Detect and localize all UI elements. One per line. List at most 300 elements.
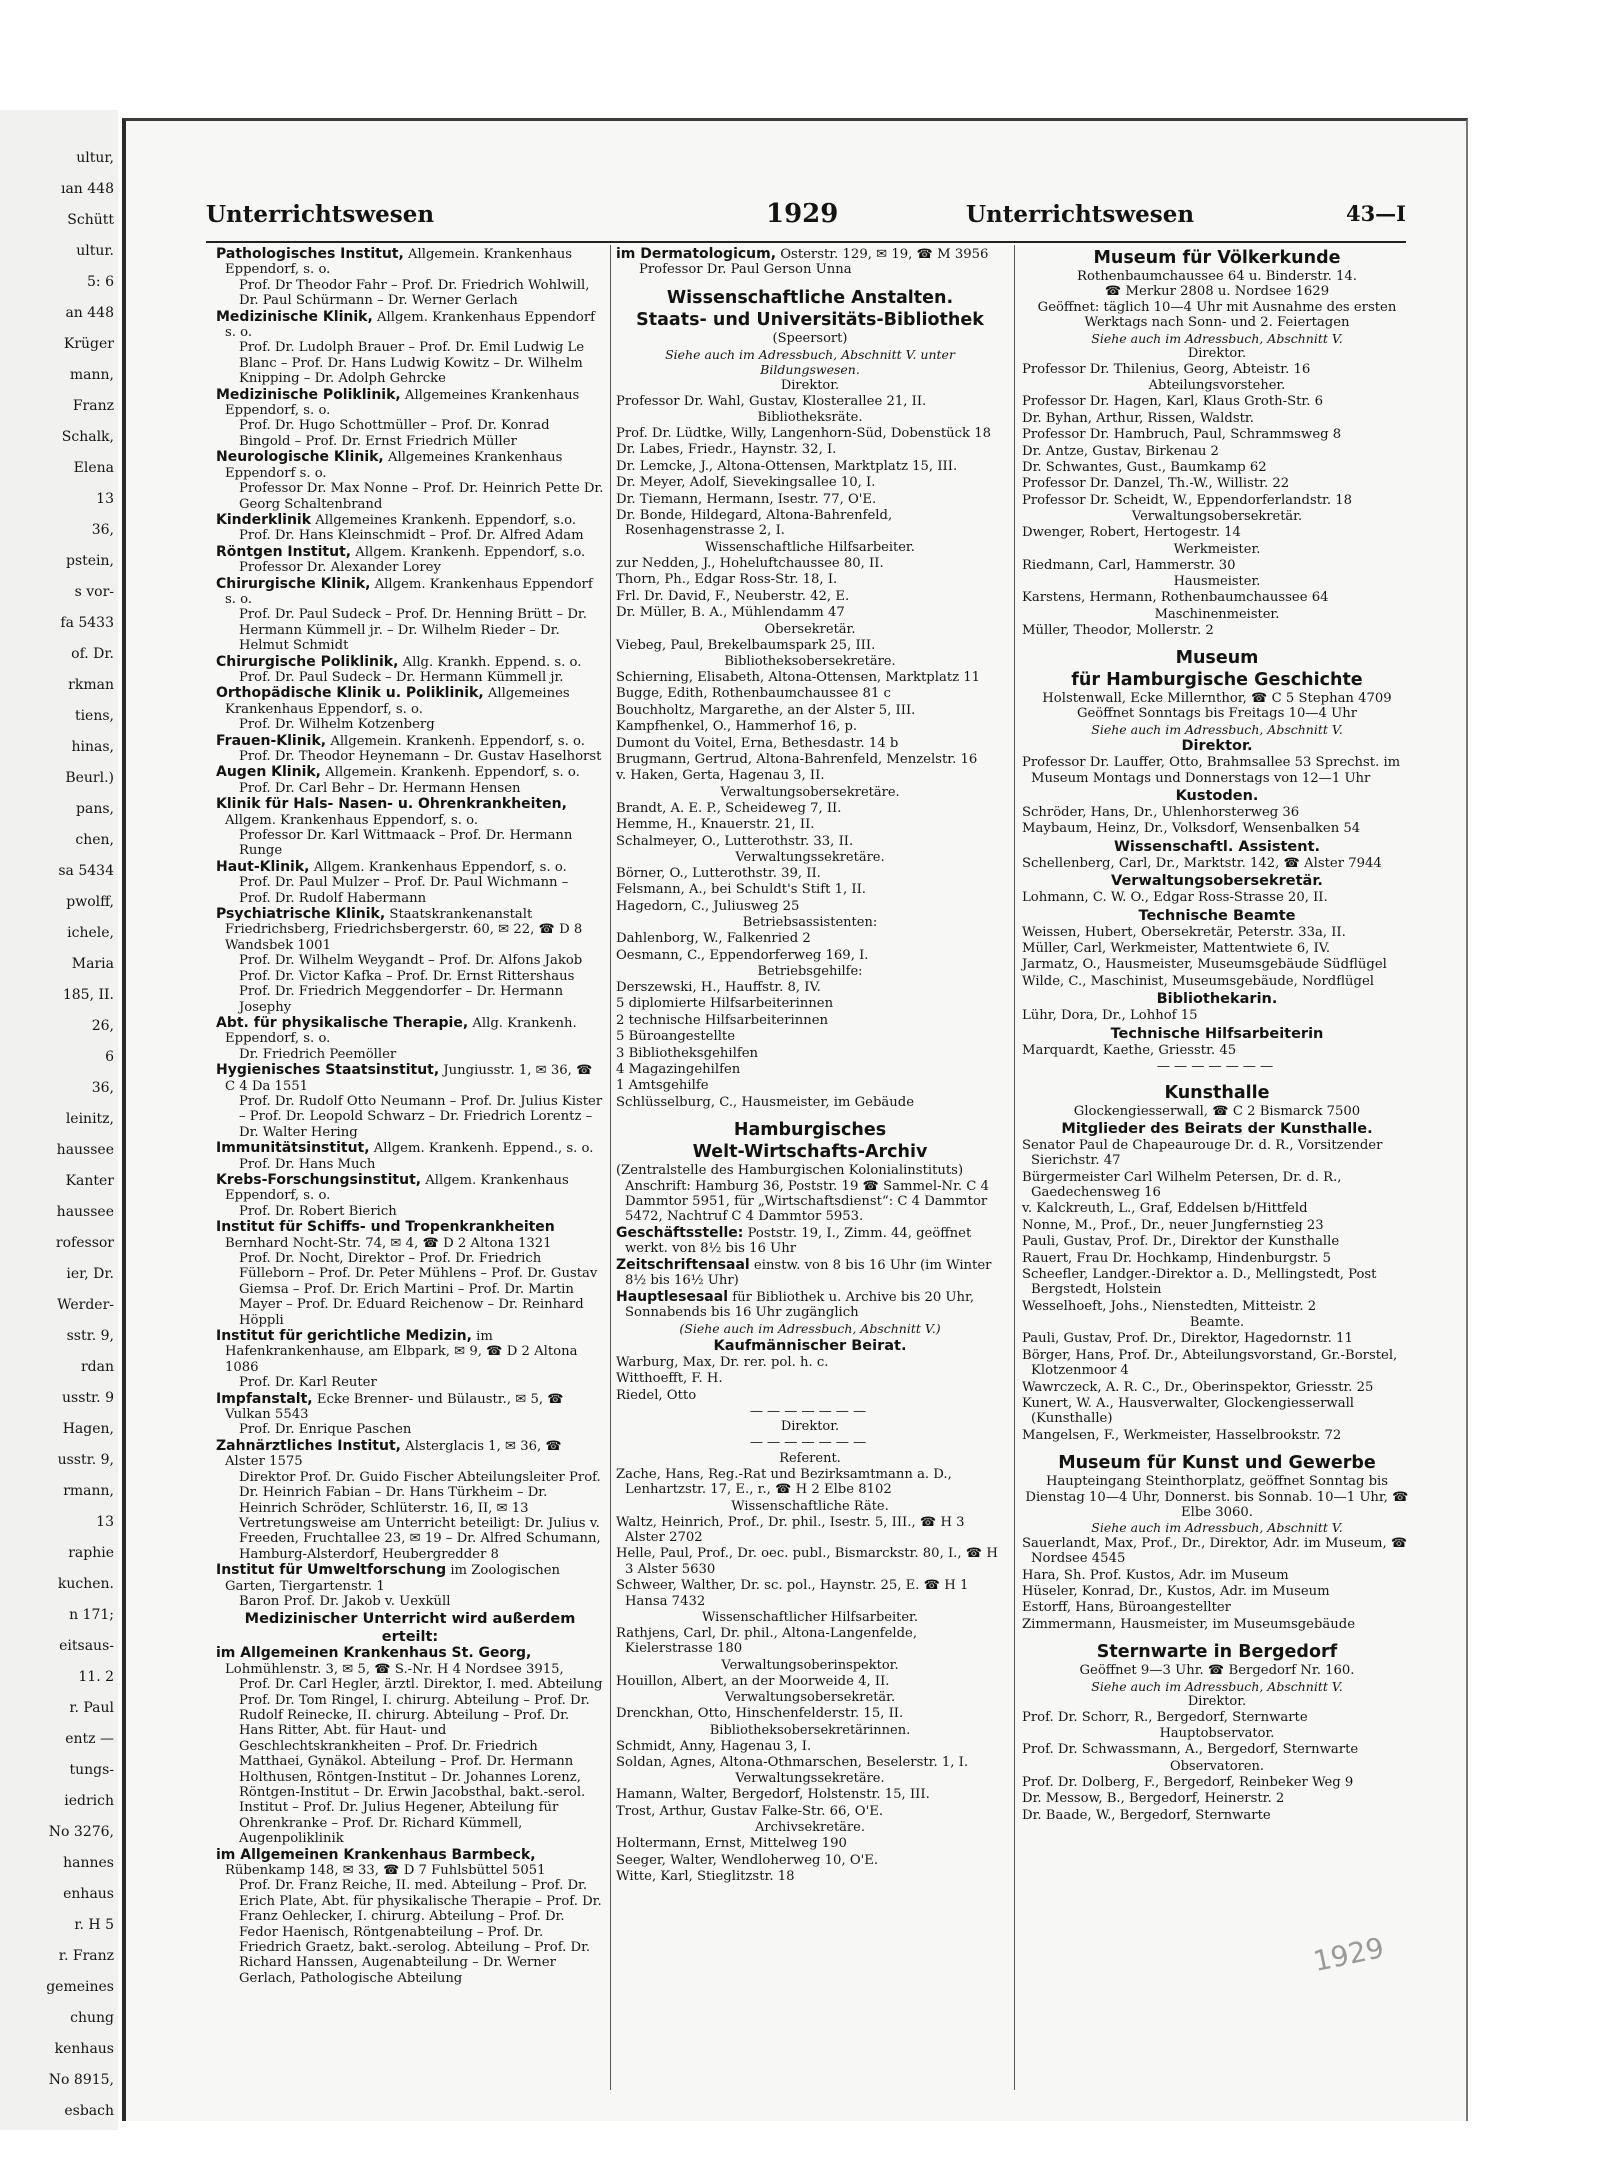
info-line: Geöffnet Sonntags bis Freitags 10—4 Uhr [1076,706,1358,722]
institution-name: Psychiatrische Klinik, [216,906,386,923]
institution-entry [216,1439,604,1562]
person-line: Houillon, Albert, an der Moorweide 4, II. [616,1673,890,1689]
directory-page [122,118,1468,2121]
institution-entry [216,1173,604,1219]
institution-address: Alsterglacis 1, ✉ 36, ☎ Alster 1575 [225,1438,562,1470]
person-line: Sauerlandt, Max, Prof., Dr., Direktor, Adr. im Museum, ☎ Nordsee 4545 [1022,1535,1408,1567]
person-line: Riedmann, Carl, Hammerstr. 30 [1022,557,1236,573]
margin-fragment: hannes [63,1855,114,1871]
institution-people: Direktor Prof. Dr. Guido Fischer Abteilungsleiter Prof. Dr. Heinrich Fabian – Dr. Hans Türkheim – Dr. Heinrich Schröder, Schlüterstr. 16, II, ✉ 13 Vertretungsweise am Unterricht beteiligt: Dr. Julius v. Freeden, Fruchtallee 23, ✉ 19 – Dr. Alfred Schumann, Hamburg-Alsterdorf, Heubergredder 8 [239,1469,601,1562]
person-line: Dr. Meyer, Adolf, Sievekingsallee 10, I. [616,475,876,491]
column-3 [1022,247,1412,1824]
person-line: Professor Dr. Hambruch, Paul, Schrammsweg 8 [1022,427,1342,443]
institution-address: Allgem. Krankenhaus Eppendorf s. o. [225,576,593,607]
person-line: Wilde, C., Maschinist, Museumsgebäude, Nordflügel [1022,973,1374,989]
person-line: Lohmann, C. W. O., Edgar Ross-Strasse 20, II. [1022,890,1328,906]
person-line: Brugmann, Gertrud, Altona-Bahrenfeld, Menzelstr. 16 [616,751,978,767]
person-line: Zache, Hans, Reg.-Rat und Bezirksamtmann a. D., Lenhartzstr. 17, E., r., ☎ H 2 Elbe 8102 [616,1466,952,1498]
archive-title: Welt-Wirtschafts-Archiv [692,1142,928,1163]
info-line: Geöffnet: täglich 10—4 Uhr mit Ausnahme des ersten Werktags nach Sonn- und 2. Feiertagen [1037,299,1397,331]
person-line: Schweer, Walther, Dr. sc. pol., Haynstr. 25, E. ☎ H 1 Hansa 7432 [616,1578,969,1609]
institution-people: Baron Prof. Dr. Jakob v. Uexküll [239,1593,451,1609]
margin-fragment: enhaus [63,1886,114,1902]
subsection-heading: Technische Hilfsarbeiterin [1110,1025,1324,1042]
institution-name: Augen Klinik, [216,764,321,781]
institution-people: Prof. Dr. Hans Much [239,1156,376,1172]
person-line: Kunert, W. A., Hausverwalter, Glockengiesserwall (Kunsthalle) [1022,1395,1355,1427]
person-line: Professor Dr. Lauffer, Otto, Brahmsallee 53 Sprechst. im Museum Montags und Donnerstags von 12—1 Uhr [1022,755,1401,786]
person-line: Bürgermeister Carl Wilhelm Petersen, Dr. d. R., Gaedechensweg 16 [1022,1169,1342,1201]
role-label: Verwaltungsobersekretär. [724,1690,896,1706]
header-rule [206,241,1406,243]
person-line: Estorff, Hans, Büroangestellter [1022,1600,1231,1616]
person-line: Scheefler, Landger.-Direktor a. D., Mellingstedt, Post Bergstedt, Holstein [1022,1267,1377,1298]
institution-entry [216,907,604,1015]
institution-address: im Zoologischen Garten, Tiergartenstr. 1 [225,1563,561,1594]
person-line: Bugge, Edith, Rothenbaumchaussee 81 c [616,686,891,702]
margin-fragment: ultur. [76,243,114,259]
section-heading: Wissenschaftliche Anstalten. [666,287,954,308]
person-line: Hemme, H., Knauerstr. 21, II. [616,817,815,833]
separator: ——————— [749,1403,871,1419]
person-line: Müller, Theodor, Mollerstr. 2 [1022,622,1214,638]
reference-note: (Siehe auch im Adressbuch, Abschnitt V.) [679,1321,941,1337]
person-line: Pauli, Gustav, Prof. Dr., Direktor der Kunsthalle [1022,1234,1340,1250]
institution-address: Allgem. Krankenh. Eppend., s. o. [373,1141,594,1157]
institution-people: Prof. Dr. Theodor Heynemann – Dr. Gustav Haselhorst [239,749,602,764]
margin-fragment: fa 5433 [60,615,114,631]
person-line: Professor Dr. Wahl, Gustav, Klosterallee 21, II. [616,393,927,409]
museum-title: Kunsthalle [1164,1083,1270,1104]
margin-fragment: gemeines [46,1979,114,1995]
person-line: Dahlenborg, W., Falkenried 2 [616,931,811,947]
institution-entry [216,1016,604,1062]
institution-address: Allgem. Krankenh. Eppendorf, s.o. [355,544,586,560]
person-line: 5 diplomierte Hilfsarbeiterinnen [616,996,834,1012]
institution-address: Allgemein. Krankenh. Eppendorf, s. o. [330,733,585,749]
role-label: Wissenschaftliche Hilfsarbeiter. [705,539,915,555]
institution-entry [216,765,604,796]
margin-fragment: Krüger [63,336,114,352]
institution-people: Prof. Dr. Carl Hegler, ärztl. Direktor, I. med. Abteilung Prof. Dr. Tom Ringel, I. chirurg. Abteilung – Prof. Dr. Rudolf Reinecke, II. chirurg. Abteilung – Prof. Dr. Hans Ritter, Abt. für Haut- und Geschlechtskrankheiten – Prof. Dr. Friedrich Matthaei, Gynäkol. Abteilung – Prof. Dr. Hermann Holthusen, Röntgen-Institut – Dr. Johannes Lorenz, Röntgen-Institut – Dr. Erwin Jacobsthal, bakt.-serol. Institut – Prof. Dr. Julius Hegener, Abteilung für Ohrenkranke – Prof. Dr. Richard Kümmell, Augenpoliklinik [239,1677,603,1847]
institution-entry [616,247,1004,278]
institution-address: Lohmühlenstr. 3, ✉ 5, ☎ S.-Nr. H 4 Nordsee 3915, [225,1661,564,1677]
margin-fragment: Werder- [57,1297,114,1313]
margin-fragment: Beurl.) [65,770,114,786]
margin-fragment: 36, [91,1080,114,1096]
role-label: Bibliotheksobersekretäre. [724,653,896,669]
institution-name: Institut für gerichtliche Medizin, [216,1328,472,1345]
subsection-heading: Technische Beamte [1138,907,1296,924]
institution-entry [216,577,604,654]
person-line: Professor Dr. Scheidt, W., Eppendorferlandstr. 18 [1022,492,1353,508]
margin-fragment: pwolff, [66,894,114,910]
role-label: Direktor. [780,377,840,393]
person-line: Zimmermann, Hausmeister, im Museumsgebäude [1022,1616,1356,1632]
person-line: 4 Magazingehilfen [616,1062,741,1078]
page-header [206,201,1406,241]
institution-people: Prof. Dr. Karl Reuter [239,1375,377,1391]
person-line: Jarmatz, O., Hausmeister, Museumsgebäude Südflügel [1022,957,1387,973]
margin-fragment: Kanter [65,1173,114,1189]
text-line [616,1258,1004,1289]
library-location: (Speersort) [772,330,848,346]
role-label: Betriebsassistenten: [742,915,878,931]
margin-fragment: haussee [56,1142,114,1158]
margin-fragment: Hagen, [62,1421,114,1437]
role-label: Observatoren. [1169,1758,1265,1774]
institution-name: Neurologische Klinik, [216,449,384,466]
institution-name: Impfanstalt, [216,1390,313,1407]
institution-address: Bernhard Nocht-Str. 74, ✉ 4, ☎ D 2 Altona 1321 [225,1235,552,1251]
margin-fragment: s vor- [74,584,114,600]
institution-address: Allgem. Krankenhaus Eppendorf, s. o. [225,812,479,828]
person-line: Weissen, Hubert, Obersekretär, Peterstr. 33a, II. [1022,924,1346,940]
person-line: Prof. Dr. Schorr, R., Bergedorf, Sternwarte [1022,1710,1308,1725]
person-line: Viebeg, Paul, Brekelbaumspark 25, III. [616,637,876,653]
role-label: Wissenschaftlicher Hilfsarbeiter. [702,1610,918,1625]
column-rule-1 [610,245,611,2090]
institution-address: Allgemein. Krankenhaus Eppendorf, s. o. [225,247,573,278]
institution-people: Professor Dr. Karl Wittmaack – Prof. Dr. Hermann Runge [239,828,573,859]
institution-name: Chirurgische Klinik, [216,575,371,592]
pencil-annotation: 1929 [1310,1930,1387,1979]
spacer [1022,639,1412,647]
institution-people: Professor Dr. Max Nonne – Prof. Dr. Heinrich Pette Dr. Georg Schaltenbrand [239,481,604,512]
institution-people: Prof. Dr. Paul Sudeck – Dr. Hermann Kümmell jr. [239,669,564,685]
institution-address: Jungiusstr. 1, ✉ 36, ☎ C 4 Da 1551 [225,1063,593,1094]
spacer [1022,1074,1412,1082]
institution-people: Prof. Dr. Rudolf Otto Neumann – Prof. Dr. Julius Kister – Prof. Dr. Leopold Schwarz – Dr. Friedrich Lorentz – Dr. Walter Hering [239,1093,603,1140]
person-line: v. Kalckreuth, L., Graf, Eddelsen b/Hittfeld [1022,1201,1308,1217]
person-line: Trost, Arthur, Gustav Falke-Str. 66, O'E. [616,1803,884,1819]
role-label: Verwaltungssekretäre. [735,1771,885,1787]
role-label: Direktor. [1187,1694,1247,1709]
page-number: 43—I [1345,201,1406,226]
role-label: Betriebsgehilfe: [757,964,863,979]
person-line: Lühr, Dora, Dr., Lohhof 15 [1022,1008,1198,1024]
institution-people: Prof. Dr. Hugo Schottmüller – Prof. Dr. Konrad Bingold – Prof. Dr. Ernst Friedrich Müller [239,418,550,449]
person-line: Dr. Schwantes, Gust., Baumkamp 62 [1022,460,1267,476]
person-line: Waltz, Heinrich, Prof., Dr. phil., Isestr. 5, III., ☎ H 3 Alster 2702 [616,1514,965,1545]
archive-title: Hamburgisches [733,1120,887,1141]
person-line: Dr. Lemcke, J., Altona-Ottensen, Marktplatz 15, III. [616,458,958,474]
subsection-heading: Direktor. [1181,738,1253,755]
institution-entry [216,310,604,387]
margin-fragment: raphie [68,1545,114,1561]
person-line: Senator Paul de Chapeaurouge Dr. d. R., Vorsitzender Sierichstr. 47 [1022,1137,1383,1169]
margin-fragment: an 448 [65,305,114,321]
margin-fragment: ier, Dr. [66,1266,114,1282]
person-line: Helle, Paul, Prof., Dr. oec. publ., Bismarckstr. 80, I., ☎ H 3 Alster 5630 [616,1546,998,1577]
person-line: Dr. Antze, Gustav, Birkenau 2 [1022,443,1219,459]
separator: ——————— [749,1435,871,1451]
reference-note: Siehe auch im Adressbuch, Abschnitt V. [1091,1520,1343,1536]
institution-entry [216,450,604,512]
institution-address: Rübenkamp 148, ✉ 33, ☎ D 7 Fuhlsbüttel 5051 [225,1863,546,1879]
institution-entry [216,388,604,450]
margin-fragment: iedrich [64,1793,114,1809]
margin-fragment: rofessor [55,1235,114,1251]
institution-entry [216,860,604,906]
header-left-title: Unterrichtswesen [206,201,435,228]
person-line: Maybaum, Heinz, Dr., Volksdorf, Wensenbalken 54 [1022,821,1361,837]
left-page-edge [0,110,118,2130]
role-label: Direktor. [1187,346,1247,362]
margin-fragment: pstein, [65,553,114,569]
institution-name: Abt. für physikalische Therapie, [216,1014,469,1031]
separator: ——————— [1156,1059,1278,1074]
margin-fragment: Elena [73,460,114,476]
role-label: Obersekretär. [764,621,856,637]
institution-name: Frauen-Klinik, [216,732,327,749]
margin-fragment: 11. 2 [78,1669,114,1685]
text-line [616,1226,1004,1257]
institution-entry [216,1392,604,1438]
role-label: Verwaltungsoberinspektor. [721,1657,899,1673]
museum-title: Museum für Völkerkunde [1093,248,1341,268]
person-line: Professor Dr. Hagen, Karl, Klaus Groth-Str. 6 [1022,394,1324,410]
institution-name: Pathologisches Institut, [216,246,404,262]
line-label: Hauptlesesaal [616,1288,728,1305]
person-line: Wesselhoeft, Johs., Nienstedten, Mitteistr. 2 [1022,1298,1317,1314]
reference-note: Siehe auch im Adressbuch, Abschnitt V. [1091,721,1343,737]
museum-title: Museum [1175,647,1259,668]
institution-entry [216,1563,604,1609]
role-label: Bibliotheksobersekretärinnen. [709,1722,911,1738]
institution-people: Professor Dr. Alexander Lorey [239,560,441,576]
info-line: Holstenwall, Ecke Millernthor, ☎ C 5 Stephan 4709 [1042,690,1392,706]
person-line: Dr. Labes, Friedr., Haynstr. 32, I. [616,442,837,458]
person-line: Schalmeyer, O., Lutterothstr. 33, II. [616,833,854,849]
person-line: Professor Dr. Danzel, Th.-W., Willistr. 22 [1022,476,1290,492]
person-line: Nonne, M., Prof., Dr., neuer Jungfernstieg 23 [1022,1217,1324,1233]
institution-name: im Dermatologicum, [616,246,777,262]
institution-name: Orthopädische Klinik u. Poliklinik, [216,685,484,702]
institution-people: Dr. Friedrich Peemöller [239,1046,397,1062]
person-line: Seeger, Walter, Wendloherweg 10, O'E. [616,1852,879,1868]
spacer [616,279,1004,287]
institution-entry [216,797,604,859]
role-label: Werkmeister. [1173,541,1261,557]
institution-people: Prof. Dr. Ludolph Brauer – Prof. Dr. Emil Ludwig Le Blanc – Prof. Dr. Hans Ludwig Kowitz – Dr. Wilhelm Knipping – Dr. Adolph Gehrcke [239,340,585,387]
margin-fragment: 185, II. [62,987,114,1003]
role-label: Hausmeister. [1173,574,1261,590]
person-line: 3 Bibliotheksgehilfen [616,1045,759,1061]
column-2 [616,247,1004,1885]
margin-fragment: 6 [105,1049,114,1065]
margin-fragment: 36, [91,522,114,538]
margin-fragment: tiens, [74,708,114,724]
margin-fragment: esbach [64,2103,114,2119]
margin-fragment: 5: 6 [87,274,114,290]
margin-fragment: chung [70,2010,114,2026]
margin-fragment: hinas, [71,739,114,755]
margin-fragment: sa 5434 [58,863,114,879]
institution-name: Hygienisches Staatsinstitut, [216,1062,440,1079]
person-line: Schellenberg, Carl, Dr., Marktstr. 142, ☎ Alster 7944 [1022,855,1382,871]
institution-name: Medizinische Klinik, [216,308,373,325]
institution-entry [216,686,604,732]
person-line: Prof. Dr. Schwassmann, A., Bergedorf, Sternwarte [1022,1742,1359,1758]
person-line: Oesmann, C., Eppendorferweg 169, I. [616,947,869,963]
text-line [616,1290,1004,1321]
person-line: Schröder, Hans, Dr., Uhlenhorsterweg 36 [1022,804,1300,820]
margin-fragment: kuchen. [57,1576,114,1592]
line-label: Zeitschriftensaal [616,1256,750,1273]
person-line: Rathjens, Carl, Dr. phil., Altona-Langenfelde, Kielerstrasse 180 [616,1626,918,1657]
institution-people: Prof. Dr. Hans Kleinschmidt – Prof. Dr. Alfred Adam [239,528,584,544]
person-line: Marquardt, Kaethe, Griesstr. 45 [1022,1042,1237,1058]
person-line: Bouchholtz, Margarethe, an der Alster 5, III. [616,702,916,718]
institution-address: Allgem. Krankenhaus Eppendorf s. o. [225,309,596,341]
person-line: Börger, Hans, Prof. Dr., Abteilungsvorstand, Gr.-Borstel, Klotzenmoor 4 [1022,1347,1398,1379]
person-line: Rauert, Frau Dr. Hochkamp, Hindenburgstr. 5 [1022,1250,1332,1266]
section-heading: Medizinischer Unterricht wird außerdem erteilt: [244,1611,576,1646]
person-line: Wawrczeck, A. R. C., Dr., Oberinspektor, Griesstr. 25 [1022,1379,1374,1395]
institution-address: Ecke Brenner- und Bülaustr., ✉ 5, ☎ Vulkan 5543 [225,1391,564,1423]
institution-name: Kinderklinik [216,511,312,528]
margin-fragment: ultur, [76,150,114,166]
museum-title: für Hamburgische Geschichte [1071,669,1363,690]
subsection-heading: Kustoden. [1175,787,1259,804]
institution-name: Haut-Klinik, [216,858,310,875]
margin-fragment: Maria [71,956,114,972]
institution-entry [216,247,604,309]
person-line: Dumont du Voitel, Erna, Bethesdastr. 14 b [616,735,899,751]
person-line: Hagedorn, C., Juliusweg 25 [616,898,800,914]
margin-fragment: 26, [91,1018,114,1034]
institution-people: Prof. Dr. Franz Reiche, II. med. Abteilung – Prof. Dr. Erich Plate, Abt. für physikalische Therapie – Prof. Dr. Franz Oehlecker, I. chirurg. Abteilung – Prof. Dr. Fedor Haenisch, Röntgenabteilung – Prof. Dr. Friedrich Graetz, bakt.-serolog. Abteilung – Prof. Dr. Richard Hanssen, Augenabteilung – Dr. Werner Gerlach, Pathologische Abteilung [239,1878,602,1986]
person-line: Börner, O., Lutterothstr. 39, II. [616,865,821,881]
margin-fragment: usstr. 9 [62,1390,114,1406]
margin-fragment: pans, [76,801,114,817]
institution-address: Allgemeines Krankenhaus Eppendorf s. o. [225,450,563,481]
person-line: Thorn, Ph., Edgar Ross-Str. 18, I. [616,572,838,588]
margin-fragment: r. H 5 [74,1917,114,1933]
margin-fragment: of. Dr. [71,646,114,662]
role-label: Archivsekretäre. [755,1820,865,1836]
margin-fragment: Franz [72,398,114,414]
subsection-heading: Mitglieder des Beirats der Kunsthalle. [1061,1120,1373,1137]
person-line: Prof. Dr. Dolberg, F., Bergedorf, Reinbeker Weg 9 [1022,1774,1354,1790]
reference-note: Siehe auch im Adressbuch, Abschnitt V. [1091,1678,1343,1694]
institution-name: Klinik für Hals- Nasen- u. Ohrenkrankheiten, [216,796,567,813]
institution-address: Allgemein. Krankenh. Eppendorf, s. o. [325,765,580,781]
margin-fragment: eitsaus- [59,1638,114,1654]
institution-name: Zahnärztliches Institut, [216,1437,401,1454]
margin-fragment: rkman [68,677,114,693]
institution-name: Röntgen Institut, [216,543,352,560]
info-line: Glockengiesserwall, ☎ C 2 Bismarck 7500 [1073,1104,1361,1120]
subsection-heading: Kaufmännischer Beirat. [713,1337,907,1354]
margin-fragment: chen, [75,832,114,848]
person-line: Soldan, Agnes, Altona-Othmarschen, Beselerstr. 1, I. [616,1755,969,1771]
person-line: Dr. Müller, B. A., Mühlendamm 47 [616,605,845,621]
role-label: Verwaltungsobersekretäre. [720,784,900,800]
line-text: Poststr. 19, I., Zimm. 44, geöffnet werkt. von 8½ bis 16 Uhr [625,1225,972,1257]
info-line: Rothenbaumchaussee 64 u. Binderstr. 14. [1077,269,1357,284]
margin-fragment: sstr. 9, [66,1328,114,1344]
institution-entry [216,1220,604,1328]
person-line: 5 Büroangestellte [616,1029,736,1045]
person-line: Schlüsselburg, C., Hausmeister, im Gebäude [616,1094,914,1110]
institution-address: Allg. Krankh. Eppend. s. o. [402,654,582,670]
role-label: Hauptobservator. [1159,1726,1275,1742]
line-text: einstw. von 8 bis 16 Uhr (im Winter 8½ bis 16½ Uhr) [625,1257,992,1289]
institution-address: Allgem. Krankenhaus Eppendorf, s. o. [225,1172,569,1204]
institution-entry [216,1848,604,1987]
institution-entry [216,655,604,686]
institution-name: im Allgemeinen Krankenhaus St. Georg, [216,1645,532,1662]
margin-fragment: Schalk, [61,429,114,445]
margin-fragment: 13 [96,1514,114,1530]
role-label: Wissenschaftliche Räte. [731,1498,889,1514]
institution-name: Krebs-Forschungsinstitut, [216,1171,422,1188]
person-line: Hara, Sh. Prof. Kustos, Adr. im Museum [1022,1567,1289,1583]
institution-address: Allgemeines Krankenhaus Eppendorf, s. o. [225,387,580,419]
institution-people: Prof. Dr. Robert Bierich [239,1203,397,1219]
institution-entry [216,1329,604,1391]
person-line: Dr. Messow, B., Bergedorf, Heinerstr. 2 [1022,1791,1285,1807]
institution-entry [216,513,604,544]
institution-entry [216,545,604,576]
info-line: Geöffnet 9—3 Uhr. ☎ Bergedorf Nr. 160. [1079,1663,1355,1679]
margin-fragment: ichele, [67,925,114,941]
person-line: Frl. Dr. David, F., Neuberstr. 42, E. [616,588,850,604]
info-line: ☎ Merkur 2808 u. Nordsee 1629 [1104,284,1330,300]
institution-people: Prof. Dr. Wilhelm Kotzenberg [239,717,435,733]
role-label: Referent. [779,1450,841,1466]
role-label: Bibliotheksräte. [757,410,863,426]
person-line: Dwenger, Robert, Hertogestr. 14 [1022,525,1241,541]
person-line: Karstens, Hermann, Rothenbaumchaussee 64 [1022,590,1329,606]
museum-title: Sternwarte in Bergedorf [1096,1642,1338,1663]
institution-people: Prof. Dr. Enrique Paschen [239,1422,412,1438]
person-line: 2 technische Hilfsarbeiterinnen [616,1012,829,1028]
person-line: Witthoefft, F. H. [616,1371,723,1387]
person-line: (Zentralstelle des Hamburgischen Kolonialinstituts) Anschrift: Hamburg 36, Poststr. 19 ☎ Sammel-Nr. C 4 Dammtor 5951, für „Wirtschaftsdienst“: C 4 Dammtor 5472, Nachtruf C 4 Dammtor 5953. [616,1163,989,1225]
margin-fragment: mann, [69,367,114,383]
library-title: Staats- und Universitäts-Bibliothek [636,309,984,330]
margin-fragment: rmann, [63,1483,114,1499]
person-line: Hamann, Walter, Bergedorf, Holstenstr. 15, III. [616,1787,930,1803]
margin-fragment: r. Paul [69,1700,114,1716]
institution-name: Medizinische Poliklinik, [216,386,401,403]
role-label: Direktor. [780,1419,840,1435]
person-line: Prof. Dr. Lüdtke, Willy, Langenhorn-Süd, Dobenstück 18 [616,426,992,442]
person-line: Drenckhan, Otto, Hinschenfelderstr. 15, II. [616,1706,904,1722]
person-line: Derszewski, H., Hauffstr. 8, IV. [616,980,821,995]
role-label: Verwaltungssekretäre. [735,849,885,865]
person-line: Hüseler, Konrad, Dr., Kustos, Adr. im Museum [1022,1583,1330,1599]
institution-address: Allgemeines Krankenh. Eppendorf, s.o. [315,512,577,528]
spacer [616,1111,1004,1119]
institution-name: Chirurgische Poliklinik, [216,653,399,670]
institution-name: Institut für Schiffs- und Tropenkrankheiten [216,1219,555,1236]
institution-people: Professor Dr. Paul Gerson Unna [639,262,852,278]
institution-entry [216,1646,604,1846]
person-line: zur Nedden, J., Hoheluftchaussee 80, II. [616,555,884,571]
margin-fragment: r. Franz [58,1948,114,1964]
person-line: v. Haken, Gerta, Hagenau 3, II. [616,768,825,784]
person-line: Warburg, Max, Dr. rer. pol. h. c. [616,1354,829,1370]
margin-fragment: No 3276, [48,1824,114,1840]
person-line: Holtermann, Ernst, Mittelweg 190 [616,1836,847,1852]
margin-fragment: leinitz, [65,1111,114,1127]
person-line: 1 Amtsgehilfe [616,1078,709,1094]
person-line: Dr. Byhan, Arthur, Rissen, Waldstr. [1022,410,1254,426]
